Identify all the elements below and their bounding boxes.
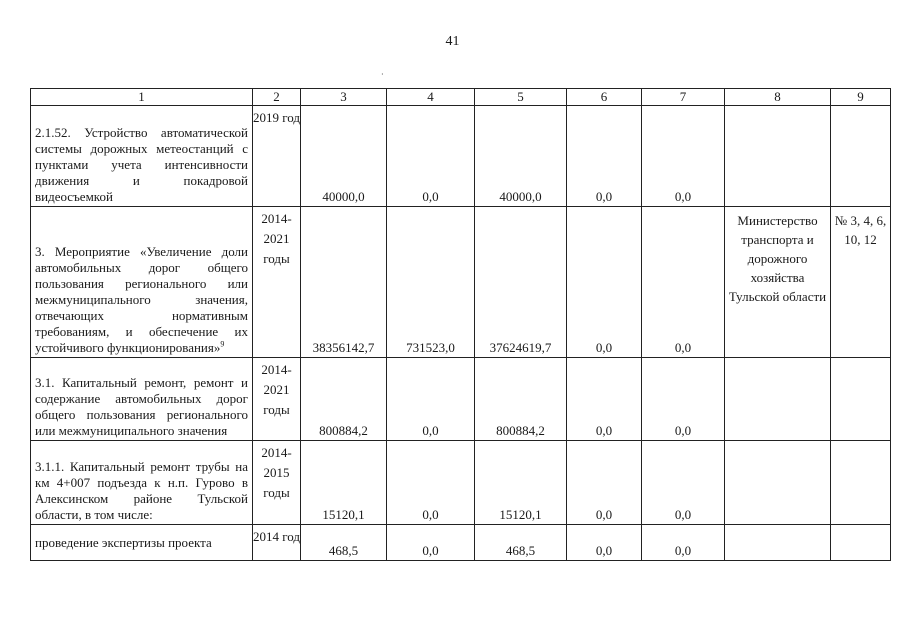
footnote-mark: 9 [220,339,225,349]
responsible-executor: Министерство транспорта и дорожного хозяйства Тульской области [725,207,831,358]
item-period: 2014 год [253,525,301,561]
value-col4: 731523,0 [387,207,475,358]
value-col6: 0,0 [567,525,642,561]
header-cell: 4 [387,89,475,106]
item-period: 2019 год [253,106,301,207]
responsible-executor [725,358,831,441]
value-col4: 0,0 [387,525,475,561]
value-col4: 0,0 [387,358,475,441]
value-col3: 15120,1 [301,441,387,525]
stray-dot: · [381,70,384,79]
header-cell: 7 [642,89,725,106]
table-row [31,525,891,561]
value-col5: 37624619,7 [475,207,567,358]
table-row [31,441,891,525]
item-name: 3.1. Капитальный ремонт, ремонт и содержание автомобильных дорог общего пользования регионального или межмуниципального значения [31,358,253,441]
page-number: 41 [445,34,460,49]
value-col7: 0,0 [642,525,725,561]
table-row [31,207,891,358]
indicator-refs [831,358,891,441]
table-row [31,106,891,207]
responsible-executor [725,106,831,207]
value-col7: 0,0 [642,441,725,525]
indicator-refs: № 3, 4, 6, 10, 12 [831,207,891,358]
item-period: 2014-2021 годы [253,358,301,441]
indicator-refs [831,441,891,525]
header-cell: 3 [301,89,387,106]
value-col5: 40000,0 [475,106,567,207]
item-name: проведение экспертизы проекта [31,525,253,561]
value-col5: 800884,2 [475,358,567,441]
header-cell: 8 [725,89,831,106]
indicator-refs [831,525,891,561]
value-col3: 38356142,7 [301,207,387,358]
header-row [31,89,891,106]
item-name: 3.1.1. Капитальный ремонт трубы на км 4+007 подъезда к н.п. Гурово в Алексинском районе Тульской области, в том числе: [31,441,253,525]
header-cell: 1 [31,89,253,106]
budget-table [30,88,891,561]
value-col6: 0,0 [567,207,642,358]
value-col5: 15120,1 [475,441,567,525]
value-col7: 0,0 [642,207,725,358]
header-cell: 9 [831,89,891,106]
value-col6: 0,0 [567,106,642,207]
item-name [31,207,253,358]
value-col4: 0,0 [387,106,475,207]
header-cell: 6 [567,89,642,106]
item-name-text: 3. Мероприятие «Увеличение доли автомобильных дорог общего пользования регионального или межмуниципального значения, отвечающих нормативным требованиям, и обеспечение их устойчивого функционирования» [35,244,248,355]
value-col5: 468,5 [475,525,567,561]
value-col4: 0,0 [387,441,475,525]
header-cell: 2 [253,89,301,106]
responsible-executor [725,441,831,525]
value-col6: 0,0 [567,441,642,525]
item-period: 2014-2015 годы [253,441,301,525]
value-col7: 0,0 [642,358,725,441]
value-col3: 800884,2 [301,358,387,441]
responsible-executor [725,525,831,561]
value-col3: 468,5 [301,525,387,561]
table-row [31,358,891,441]
value-col6: 0,0 [567,358,642,441]
indicator-refs [831,106,891,207]
header-cell: 5 [475,89,567,106]
item-period: 2014-2021 годы [253,207,301,358]
value-col3: 40000,0 [301,106,387,207]
value-col7: 0,0 [642,106,725,207]
item-name: 2.1.52. Устройство автоматической системы дорожных метеостанций с пунктами учета интенсивности движения и покадровой видеосъемкой [31,106,253,207]
